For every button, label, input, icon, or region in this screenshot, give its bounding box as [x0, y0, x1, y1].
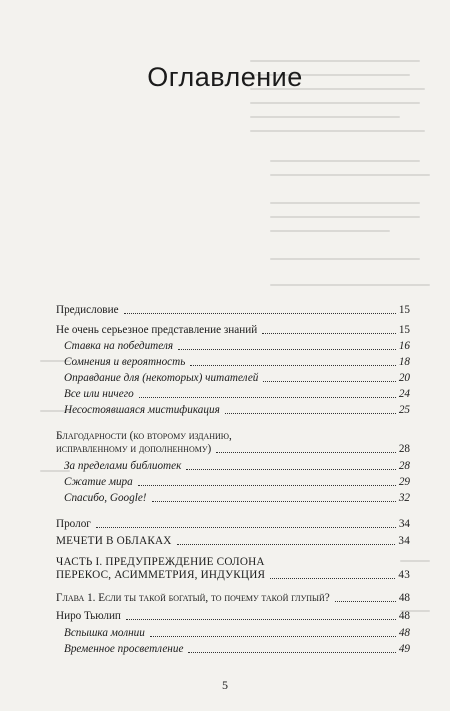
- page-title: Оглавление: [147, 62, 303, 92]
- toc-entry-page: 48: [398, 592, 410, 604]
- toc-entry-page: 20: [398, 372, 410, 384]
- toc-entry-label: Ниро Тьюлип: [56, 610, 121, 622]
- toc-entry-page: 49: [398, 643, 410, 655]
- dot-leader: [150, 636, 396, 637]
- toc-entry-page: 25: [398, 404, 410, 416]
- toc-subentry[interactable]: [64, 356, 410, 369]
- toc-entry-label: Вспышка молнии: [64, 627, 145, 639]
- dot-leader: [335, 601, 396, 602]
- toc-entry-label: Пролог: [56, 518, 91, 530]
- toc-entry-page: 28: [398, 460, 410, 472]
- toc-subentry[interactable]: [64, 404, 410, 417]
- dot-leader: [186, 469, 395, 470]
- toc-entry-label: Несостоявшаяся мистификация: [64, 404, 220, 416]
- dot-leader: [177, 544, 396, 545]
- toc-entry-label-line2: исправленному и дополненному): [56, 443, 212, 455]
- toc-entry-label: Глава 1. Если ты такой богатый, то почему такой глупый?: [56, 592, 330, 604]
- toc-entry-page: 24: [398, 388, 410, 400]
- toc-entry-page: 15: [398, 324, 410, 336]
- toc-entry-preface[interactable]: [56, 304, 410, 317]
- toc-entry-prologue[interactable]: [56, 518, 410, 531]
- dot-leader: [96, 527, 396, 528]
- toc-entry-label: Спасибо, Google!: [64, 492, 147, 504]
- toc-entry-label: Сжатие мира: [64, 476, 133, 488]
- toc-entry-label: Ставка на победителя: [64, 340, 174, 352]
- toc-entry-label: Временное просветление: [64, 643, 184, 655]
- toc-subentry[interactable]: [64, 340, 410, 353]
- dot-leader: [270, 578, 395, 579]
- dot-leader: [124, 313, 396, 314]
- dot-leader: [262, 333, 396, 334]
- toc-entry-page: 29: [398, 476, 410, 488]
- toc-entry-part-1[interactable]: [56, 556, 410, 582]
- toc-subentry[interactable]: [64, 372, 410, 385]
- toc-entry-acknowledgements[interactable]: [56, 430, 410, 456]
- toc-entry-label: За пределами библиотек: [64, 460, 182, 472]
- page-number: 5: [222, 678, 228, 692]
- dot-leader: [152, 501, 396, 502]
- toc-entry-page: 48: [398, 610, 410, 622]
- toc-entry-label-line1: Благодарности (ко второму изданию,: [56, 430, 232, 442]
- toc-entry-page: 43: [398, 569, 410, 581]
- toc-entry-label: Сомнения и вероятность: [64, 356, 186, 368]
- toc-entry-page: 34: [398, 535, 410, 547]
- toc-entry-page: 28: [398, 443, 410, 455]
- toc-subentry[interactable]: [64, 388, 410, 401]
- toc-entry-label: Все или ничего: [64, 388, 134, 400]
- toc-entry-label-line1: ЧАСТЬ I. ПРЕДУПРЕЖДЕНИЕ СОЛОНА: [56, 556, 265, 568]
- toc-entry-page: 15: [398, 304, 410, 316]
- dot-leader: [225, 413, 396, 414]
- dot-leader: [138, 485, 396, 486]
- toc-subentry[interactable]: [64, 627, 410, 640]
- toc-entry-mosques[interactable]: [56, 535, 410, 548]
- dot-leader: [178, 349, 396, 350]
- toc-entry-label: Оправдание для (некоторых) читателей: [64, 372, 259, 384]
- dot-leader: [190, 365, 395, 366]
- toc-entry-page: 48: [398, 627, 410, 639]
- toc-entry-label: Предисловие: [56, 304, 119, 316]
- toc-entry-nero[interactable]: [56, 610, 410, 623]
- toc-entry-page: 16: [398, 340, 410, 352]
- toc-entry-page: 32: [398, 492, 410, 504]
- toc-subentry[interactable]: [64, 476, 410, 489]
- toc-entry-label: Не очень серьезное представление знаний: [56, 324, 258, 336]
- toc-entry-page: 18: [398, 356, 410, 368]
- dot-leader: [216, 452, 396, 453]
- dot-leader: [263, 381, 395, 382]
- toc-entry-label: МЕЧЕТИ В ОБЛАКАХ: [56, 535, 172, 547]
- dot-leader: [139, 397, 396, 398]
- toc-subentry[interactable]: [64, 492, 410, 505]
- toc-entry-chapter-1[interactable]: [56, 592, 410, 605]
- toc-entry-label-line2: ПЕРЕКОС, АСИММЕТРИЯ, ИНДУКЦИЯ: [56, 569, 266, 581]
- toc-entry-knowledge[interactable]: [56, 324, 410, 337]
- toc-subentry[interactable]: [64, 460, 410, 473]
- dot-leader: [126, 619, 396, 620]
- dot-leader: [188, 652, 395, 653]
- toc-subentry[interactable]: [64, 643, 410, 656]
- toc-entry-page: 34: [398, 518, 410, 530]
